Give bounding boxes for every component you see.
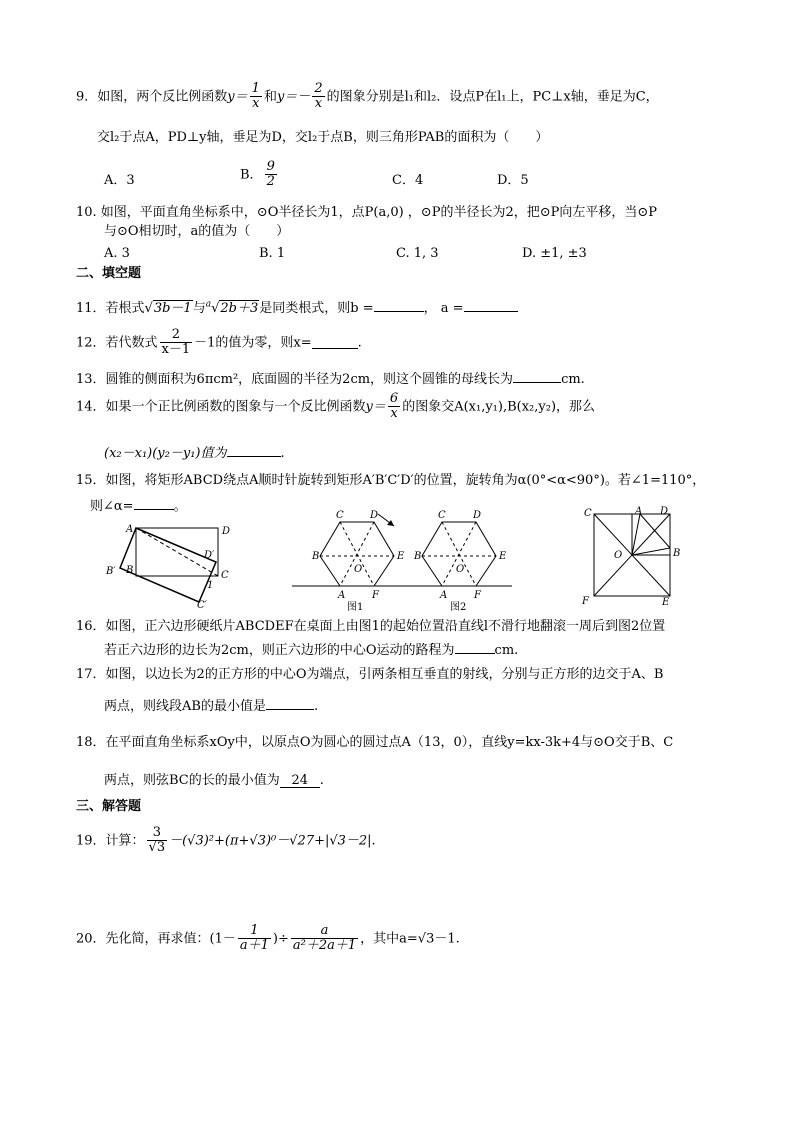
sq-label-C: C <box>584 508 592 519</box>
sq-label-D: D <box>660 506 669 517</box>
hex2-label-A: A <box>440 590 448 601</box>
q17-line1: 17．如图，以边长为2的正方形的中心O为端点，引两条相互垂直的射线，分别与正方形的边交于A、B <box>76 667 664 682</box>
q10-option-a: A. 3 <box>104 246 130 261</box>
section-fill-in-heading: 二、填空题 <box>76 266 142 281</box>
q15-line2: 则∠α= 。 <box>90 499 187 514</box>
hex1-label-B: B <box>312 551 320 562</box>
hex2-label-F: F <box>474 590 481 601</box>
q15-line1: 15．如图，将矩形ABCD绕点A顺时针旋转到矩形A′B′C′D′的位置，旋转角为α(0°<α<90°)。若∠1=110°， <box>76 473 706 488</box>
q12-fraction: $\frac{2}{x-1}$ <box>161 327 191 358</box>
q13-blank[interactable] <box>513 370 561 383</box>
q9-option-c: C．4 <box>392 173 424 188</box>
q11-line: 11．若根式√3b－1与$^a$√2b＋3是同类根式，则b = ， a = <box>76 299 518 315</box>
q9-number: 9． <box>76 89 98 105</box>
hex1-label-D: D <box>370 510 379 521</box>
figure-q16-hexagons <box>290 506 514 614</box>
caption-figure-1: 图1 <box>347 602 364 613</box>
rect-abcd-rotated <box>120 528 216 602</box>
q9-option-d: D．5 <box>497 173 529 188</box>
q10-option-c: C. 1, 3 <box>396 246 439 261</box>
q17-line2: 两点，则线段AB的最小值是 . <box>104 699 319 714</box>
q11-blank-b[interactable] <box>374 299 424 312</box>
q10-line2: 与⊙O相切时，a的值为（ ） <box>104 224 290 239</box>
q19-line: 19．计算： $\frac{3}{√3}$ －(√3)²+(π+√3)⁰－√27+|√3－2|. <box>76 825 376 856</box>
hex1-label-O: O <box>354 564 363 575</box>
q11-radicand-2: 2b＋3 <box>220 301 259 316</box>
hex2-label-O: O <box>456 564 465 575</box>
q9-eq2-lhs: y＝－ <box>276 89 311 105</box>
q10-line1: 10. 如图，平面直角坐标系中，⊙O半径长为1，点P(a,0) ，⊙P的半径长为2，把⊙P向左平移，当⊙P <box>76 205 657 220</box>
q9-options <box>104 160 704 200</box>
q11-root-index: a <box>205 299 212 310</box>
q9-line2: 交l₂于点A，PD⊥y轴，垂足为D，交l₂于点B，则三角形PAB的面积为（ ） <box>97 130 549 145</box>
q14-line1: 14．如果一个正比例函数的图象与一个反比例函数y＝ $\frac{6}{x}$ 的图象交A(x₁,y₁),B(x₂,y₂)，那么 <box>76 391 596 422</box>
q20-line: 20．先化简，再求值：(1－ $\frac{1}{a+1}$ )÷ $\frac{a}{\text{a²＋2a＋1}}$ ，其中a=√3－1. <box>76 923 460 954</box>
arrow-head <box>387 520 394 526</box>
q11-radicand-1: 3b－1 <box>153 301 192 316</box>
caption-figure-2: 图2 <box>450 602 467 613</box>
hex2-label-B: B <box>414 551 422 562</box>
label-Dprime: D′ <box>204 550 215 561</box>
q11-blank-a[interactable] <box>464 299 518 312</box>
q9-text-b: 的图象分别是l₁和l₂．设点P在l₁上，PC⊥x轴，垂足为C， <box>326 89 659 105</box>
q14-fraction: $\frac{6}{x}$ <box>389 391 399 422</box>
q19-fraction: $\frac{3}{√3}$ <box>148 825 166 856</box>
q9-option-b: B． $\frac{9}{2}$ <box>240 159 275 190</box>
q9-eq2-fraction: $\frac{2}{x}$ <box>314 81 323 112</box>
q19-expression: －(√3)²+(π+√3)⁰－√27+|√3－2|. <box>169 833 376 849</box>
hex2-label-E: E <box>499 551 507 562</box>
hex2-label-D: D <box>473 510 482 521</box>
label-Bprime: B′ <box>106 566 116 577</box>
q14-blank[interactable] <box>227 444 281 457</box>
q20-fraction-2: $\frac{a}{\text{a²＋2a＋1}}$ <box>292 923 357 954</box>
q9-option-a: A．3 <box>104 173 135 188</box>
q18-line2: 两点，则弦BC的长的最小值为 24 . <box>104 773 324 788</box>
label-B: B <box>126 565 134 576</box>
sq-label-E: E <box>662 597 670 606</box>
label-D: D <box>222 526 231 537</box>
hex1-label-A: A <box>338 590 346 601</box>
q12-line: 12．若代数式 $\frac{2}{x-1}$ －1的值为零，则x= . <box>76 327 362 358</box>
label-C: C <box>221 570 229 581</box>
q18-line1: 18．在平面直角坐标系xOy中，以原点O为圆心的圆过点A（13，0），直线y=kx-3k+4与⊙O交于B、C <box>76 735 674 750</box>
sq-label-F: F <box>582 596 589 606</box>
q18-answer: 24 <box>280 774 320 788</box>
q14-line2: (x₂－x₁)(y₂－y₁)值为 . <box>104 446 285 461</box>
q9-and: 和 <box>263 89 277 105</box>
hex1-label-F: F <box>372 590 379 601</box>
ray-OA <box>632 514 640 555</box>
q10-option-d: D. ±1, ±3 <box>522 246 587 261</box>
hex1-label-E: E <box>397 551 405 562</box>
q9-line1 <box>76 82 659 112</box>
figure-q17-square <box>578 506 686 606</box>
sq-label-B: B <box>673 548 681 559</box>
section-solve-heading: 三、解答题 <box>76 799 142 814</box>
q20-fraction-1: $\frac{1}{a+1}$ <box>239 923 269 954</box>
q10-options <box>104 247 704 263</box>
q15-blank[interactable] <box>134 497 174 510</box>
label-Cprime: C′ <box>197 600 207 610</box>
label-angle-1: 1 <box>207 580 214 591</box>
q10-option-b: B. 1 <box>259 246 286 261</box>
hex1-label-C: C <box>336 510 344 521</box>
q13-line: 13．圆锥的侧面积为6πcm²，底面圆的半径为2cm，则这个圆锥的母线长为 cm. <box>76 372 585 387</box>
sq-label-A: A <box>635 506 643 517</box>
q9-eq1-fraction: $\frac{1}{x}$ <box>251 81 260 112</box>
q9-text-a: 如图，两个反比例函数 <box>97 89 228 105</box>
q9-eq1-lhs: y＝ <box>227 89 248 105</box>
q16-blank[interactable] <box>455 641 495 654</box>
q12-blank[interactable] <box>312 336 358 349</box>
hex2-label-C: C <box>438 510 446 521</box>
q16-line1: 16．如图，正六边形硬纸片ABCDEF在桌面上由图1的起始位置沿直线l不滑行地翻滚一周后到图2位置 <box>76 619 666 634</box>
q17-blank[interactable] <box>266 697 314 710</box>
sq-label-O: O <box>614 550 623 561</box>
label-A: A <box>126 524 134 535</box>
figure-q15-rectangles <box>100 518 250 610</box>
q16-line2: 若正六边形的边长为2cm，则正六边形的中心O运动的路程为 cm. <box>104 643 519 658</box>
